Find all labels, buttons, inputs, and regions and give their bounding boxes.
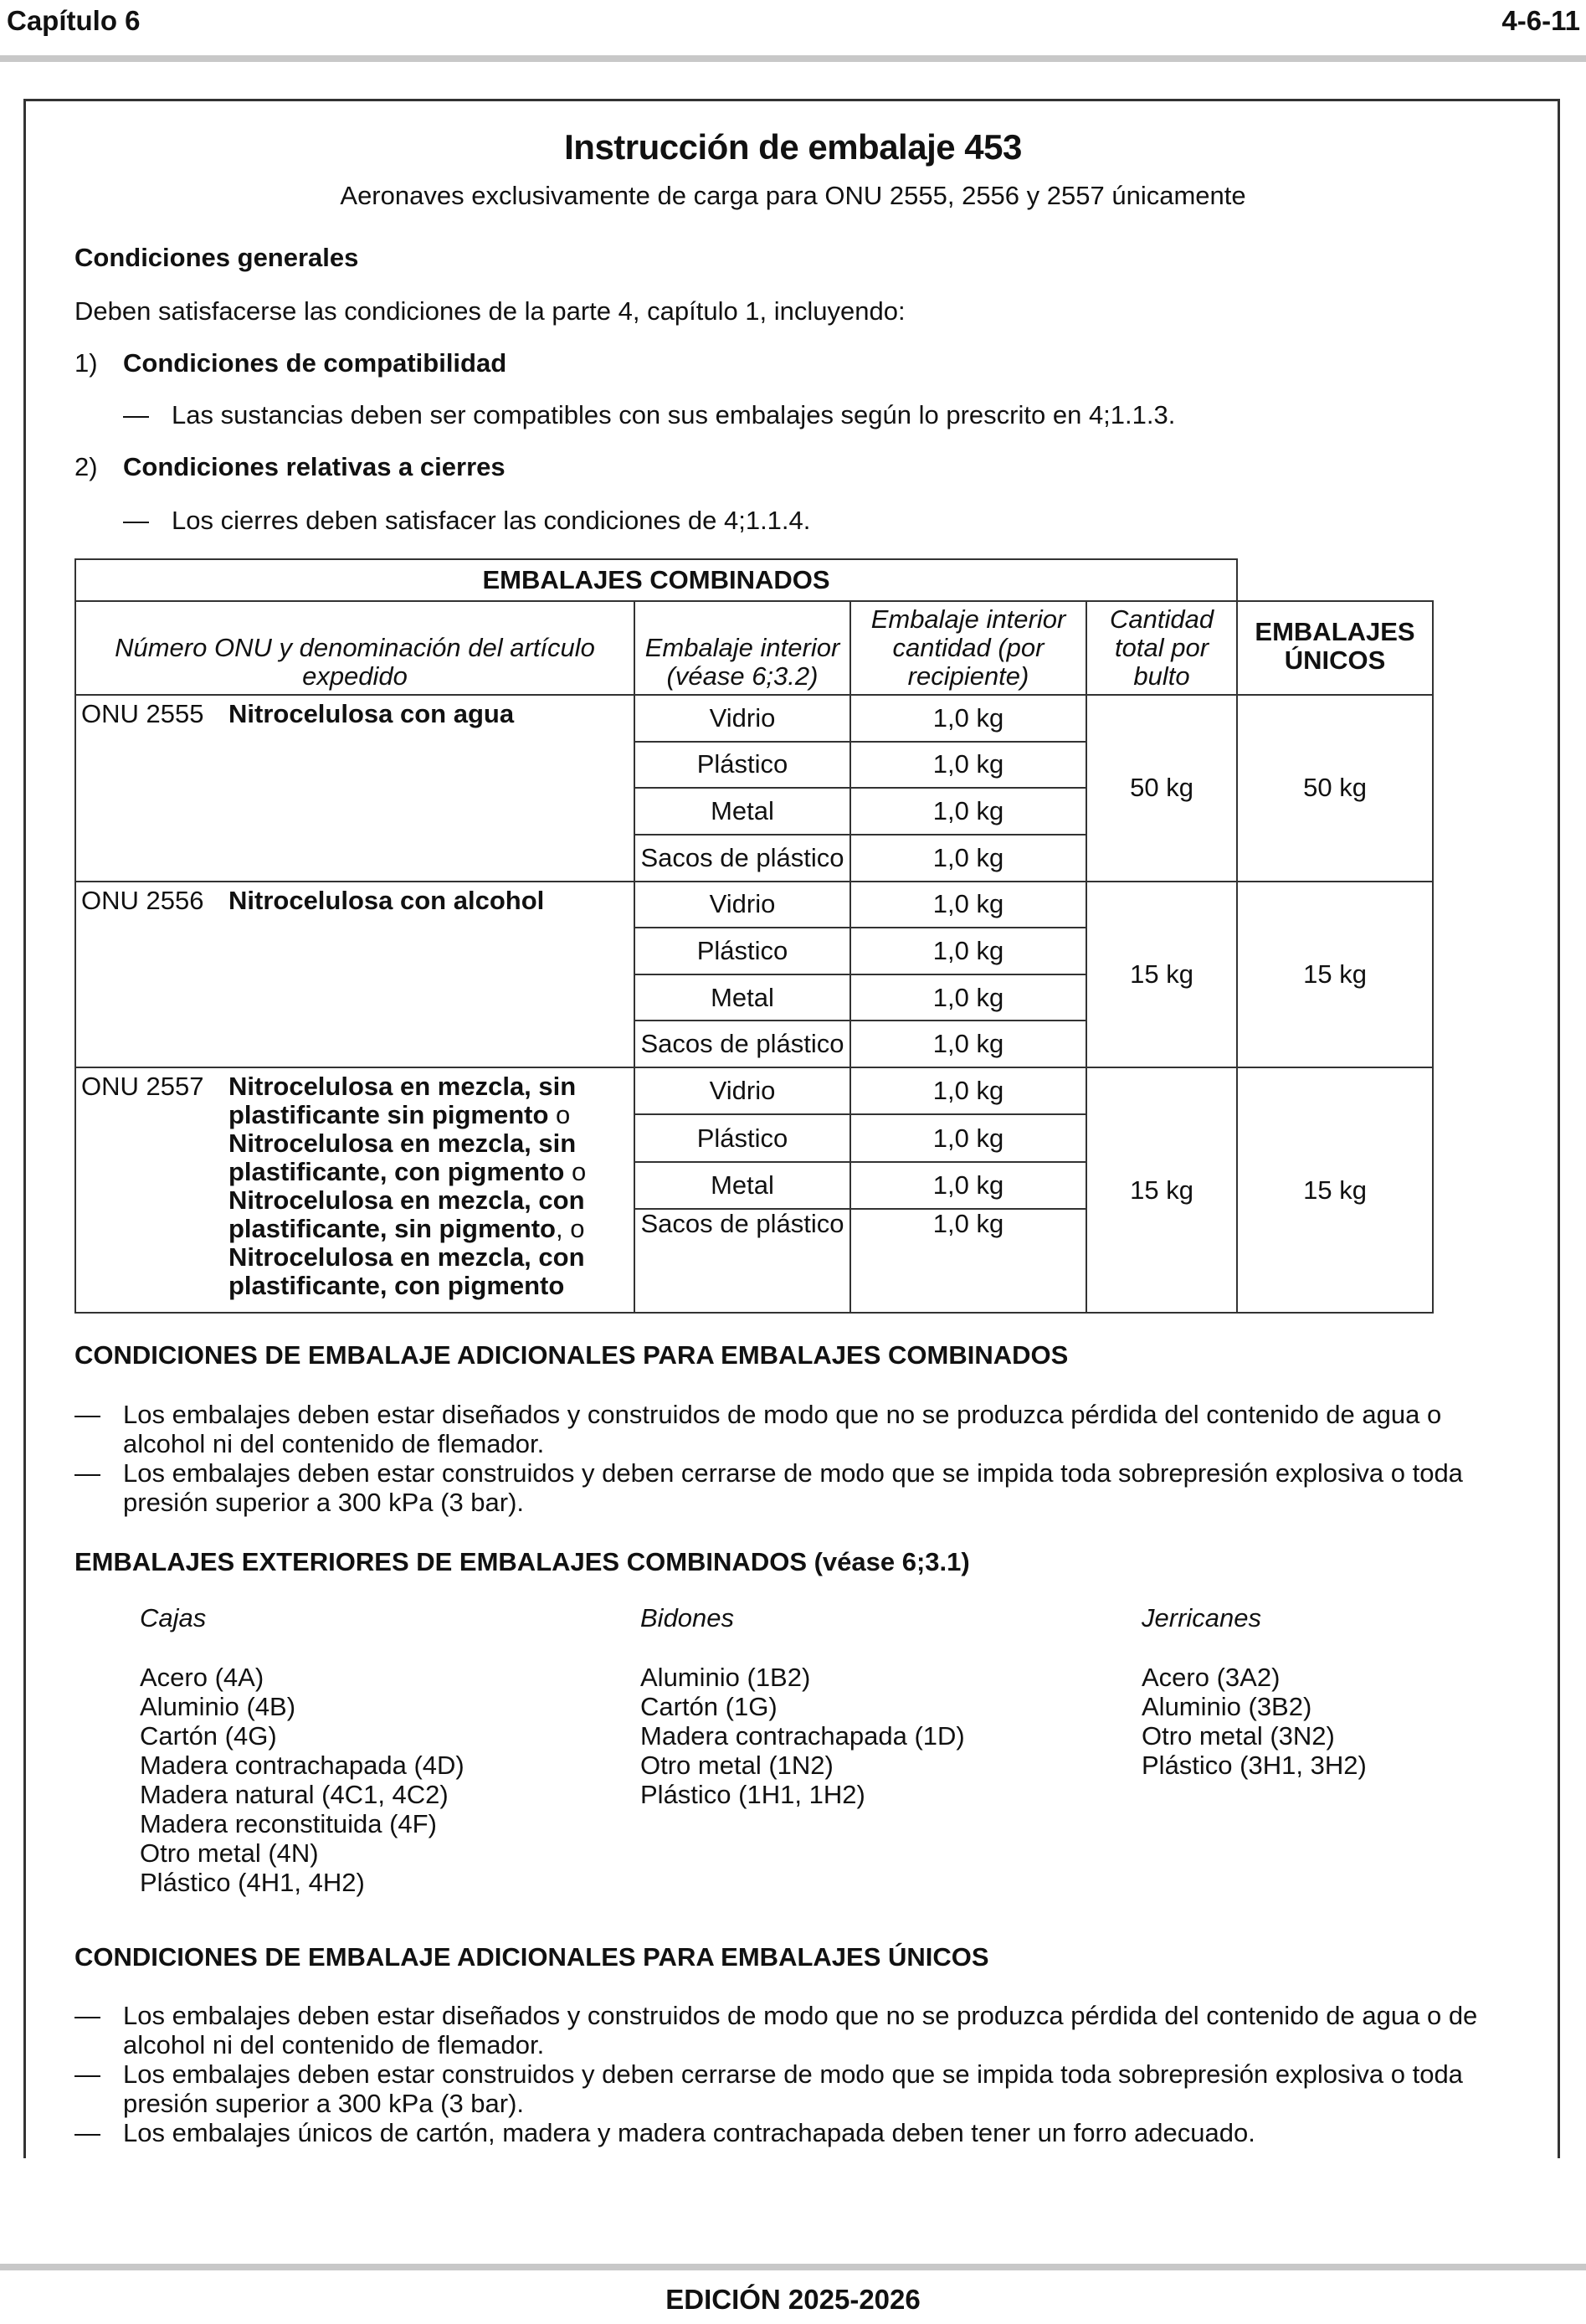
- single-packaging-cell: 15 kg: [1237, 1067, 1433, 1313]
- general-conditions-intro: Deben satisfacerse las condiciones de la parte 4, capítulo 1, incluyendo:: [74, 296, 906, 326]
- list-item: Acero (3A2): [1142, 1663, 1281, 1692]
- list-item: Plástico (1H1, 1H2): [640, 1780, 865, 1809]
- inner-packaging-cell: Metal: [634, 788, 850, 835]
- inner-quantity-cell: 1,0 kg: [850, 974, 1086, 1021]
- condition-2: [74, 452, 506, 482]
- list-item: [74, 2118, 1514, 2147]
- chapter-label: Capítulo 6: [7, 5, 141, 36]
- inner-quantity-cell: 1,0 kg: [850, 695, 1086, 742]
- page-header: [0, 0, 1586, 62]
- general-conditions-heading: Condiciones generales: [74, 243, 359, 272]
- list-item-text: Los embalajes deben estar diseñados y construidos de modo que no se produzca pérdida del contenido de agua o de alcohol ni del contenido de flemador.: [123, 2001, 1478, 2059]
- footer-rule: [0, 2264, 1586, 2270]
- list-item: Cartón (4G): [140, 1721, 277, 1751]
- condition-1-number: 1): [74, 348, 98, 378]
- name-part: Nitrocelulosa en mezcla, con plastificante, con pigmento: [228, 1242, 585, 1300]
- single-conditions-list: [74, 2001, 1514, 2147]
- list-item: Plástico (4H1, 4H2): [140, 1868, 365, 1897]
- inner-quantity-cell: 1,0 kg: [850, 1021, 1086, 1067]
- list-item: [74, 2001, 1514, 2059]
- col-inner-quantity: Embalaje interior cantidad (por recipiente): [850, 601, 1086, 695]
- outer-packaging-column: [1142, 1603, 1367, 1780]
- dash-marker: —: [74, 1458, 100, 1488]
- inner-quantity-cell: 1,0 kg: [850, 835, 1086, 882]
- list-item: Aluminio (3B2): [1142, 1692, 1312, 1721]
- un-entry-cell: [75, 1067, 634, 1313]
- column-title: Bidones: [640, 1603, 735, 1632]
- list-item: Aluminio (1B2): [640, 1663, 811, 1692]
- list-item-text: Los embalajes únicos de cartón, madera y madera contrachapada deben tener un forro adecuado.: [123, 2118, 1255, 2147]
- instruction-subtitle: Aeronaves exclusivamente de carga para ONU 2555, 2556 y 2557 únicamente: [340, 181, 1246, 210]
- inner-packaging-cell: Sacos de plástico: [634, 1021, 850, 1067]
- total-quantity-cell: 15 kg: [1086, 882, 1237, 1068]
- single-packaging-cell: 15 kg: [1237, 882, 1433, 1068]
- inner-packaging-cell: Vidrio: [634, 1067, 850, 1114]
- dash-marker: —: [74, 1400, 100, 1429]
- column-title: Cajas: [140, 1603, 207, 1632]
- name-part: Nitrocelulosa en mezcla, sin plastificante, con pigmento: [228, 1129, 577, 1186]
- outer-packaging-column: [140, 1603, 465, 1897]
- col-inner-packaging: Embalaje interior (véase 6;3.2): [634, 601, 850, 695]
- list-item: Acero (4A): [140, 1663, 264, 1692]
- outer-packagings-heading: EMBALAJES EXTERIORES DE EMBALAJES COMBINADOS (véase 6;3.1): [74, 1547, 970, 1576]
- inner-quantity-cell: 1,0 kg: [850, 1162, 1086, 1209]
- list-item: Madera contrachapada (4D): [140, 1751, 465, 1780]
- un-number: ONU 2556: [81, 885, 204, 915]
- dash-marker: —: [123, 506, 149, 535]
- inner-packaging-cell: Sacos de plástico: [634, 1209, 850, 1313]
- list-item: Madera contrachapada (1D): [640, 1721, 965, 1751]
- condition-2-text: [123, 506, 810, 536]
- list-item: [74, 1458, 1514, 1517]
- combined-conditions-list: [74, 1400, 1514, 1517]
- table-row: [75, 882, 1433, 928]
- condition-1: [74, 348, 506, 378]
- single-packaging-cell: 50 kg: [1237, 695, 1433, 882]
- name-connector: o: [564, 1157, 587, 1186]
- name-connector: o: [548, 1100, 571, 1129]
- condition-2-body: Los cierres deben satisfacer las condiciones de 4;1.1.4.: [172, 506, 811, 535]
- combined-packagings-heading: EMBALAJES COMBINADOS: [75, 559, 1237, 601]
- packaging-table: [74, 558, 1434, 1314]
- proper-shipping-name: [228, 1072, 613, 1300]
- proper-shipping-name: [228, 887, 613, 915]
- un-entry-cell: [75, 882, 634, 1068]
- list-item: Madera natural (4C1, 4C2): [140, 1780, 449, 1809]
- list-item: Plástico (3H1, 3H2): [1142, 1751, 1367, 1780]
- total-quantity-cell: 50 kg: [1086, 695, 1237, 882]
- condition-2-number: 2): [74, 452, 98, 481]
- name-part: Nitrocelulosa en mezcla, con plastificante, sin pigmento: [228, 1185, 585, 1243]
- edition-footer: EDICIÓN 2025-2026: [665, 2284, 921, 2315]
- dash-marker: —: [74, 2059, 100, 2089]
- col-total-quantity: Cantidad total por bulto: [1086, 601, 1237, 695]
- inner-quantity-cell: 1,0 kg: [850, 928, 1086, 974]
- inner-packaging-cell: Sacos de plástico: [634, 835, 850, 882]
- dash-marker: —: [74, 2001, 100, 2030]
- name-part: Nitrocelulosa en mezcla, sin plastificante sin pigmento: [228, 1072, 577, 1129]
- combined-conditions-heading: CONDICIONES DE EMBALAJE ADICIONALES PARA EMBALAJES COMBINADOS: [74, 1340, 1069, 1370]
- inner-quantity-cell: 1,0 kg: [850, 1067, 1086, 1114]
- inner-packaging-cell: Vidrio: [634, 695, 850, 742]
- outer-packaging-column: [640, 1603, 965, 1809]
- condition-1-body: Las sustancias deben ser compatibles con sus embalajes según lo prescrito en 4;1.1.3.: [172, 400, 1176, 429]
- inner-quantity-cell: 1,0 kg: [850, 788, 1086, 835]
- table-row: [75, 1067, 1433, 1114]
- list-item-text: Los embalajes deben estar construidos y deben cerrarse de modo que se impida toda sobrepresión explosiva o toda presión superior a 300 kPa (3 bar).: [123, 2059, 1463, 2118]
- single-conditions-heading: CONDICIONES DE EMBALAJE ADICIONALES PARA EMBALAJES ÚNICOS: [74, 1942, 989, 1972]
- list-item: Otro metal (3N2): [1142, 1721, 1335, 1751]
- list-item: Madera reconstituida (4F): [140, 1809, 437, 1838]
- table-row: [75, 695, 1433, 742]
- dash-marker: —: [123, 400, 149, 429]
- column-title: Jerricanes: [1142, 1603, 1261, 1632]
- list-item: Otro metal (1N2): [640, 1751, 834, 1780]
- inner-packaging-cell: Plástico: [634, 742, 850, 789]
- proper-shipping-name: [228, 700, 613, 728]
- inner-quantity-cell: 1,0 kg: [850, 1209, 1086, 1313]
- col-single-packagings: EMBALAJES ÚNICOS: [1237, 601, 1433, 695]
- inner-packaging-cell: Metal: [634, 1162, 850, 1209]
- col-un-name: Número ONU y denominación del artículo expedido: [75, 601, 634, 695]
- condition-1-title: Condiciones de compatibilidad: [123, 348, 507, 378]
- list-item: [74, 2059, 1514, 2118]
- inner-quantity-cell: 1,0 kg: [850, 742, 1086, 789]
- un-number: ONU 2555: [81, 699, 204, 728]
- single-header-spacer: [1237, 559, 1433, 601]
- name-part: Nitrocelulosa con alcohol: [228, 885, 545, 915]
- inner-packaging-cell: Plástico: [634, 1114, 850, 1161]
- un-number: ONU 2557: [81, 1072, 204, 1101]
- list-item: [74, 1400, 1514, 1458]
- list-item-text: Los embalajes deben estar construidos y deben cerrarse de modo que se impida toda sobrepresión explosiva o toda presión superior a 300 kPa (3 bar).: [123, 1458, 1463, 1517]
- inner-packaging-cell: Plástico: [634, 928, 850, 974]
- dash-marker: —: [74, 2118, 100, 2147]
- un-entry-cell: [75, 695, 634, 882]
- instruction-title: Instrucción de embalaje 453: [564, 127, 1022, 167]
- inner-quantity-cell: 1,0 kg: [850, 1114, 1086, 1161]
- name-connector: , o: [556, 1214, 585, 1243]
- list-item: Aluminio (4B): [140, 1692, 296, 1721]
- inner-packaging-cell: Vidrio: [634, 882, 850, 928]
- list-item: Otro metal (4N): [140, 1838, 319, 1868]
- condition-1-text: [123, 400, 1175, 430]
- inner-packaging-cell: Metal: [634, 974, 850, 1021]
- name-part: Nitrocelulosa con agua: [228, 699, 515, 728]
- total-quantity-cell: 15 kg: [1086, 1067, 1237, 1313]
- list-item-text: Los embalajes deben estar diseñados y construidos de modo que no se produzca pérdida del contenido de agua o alcohol ni del contenido de flemador.: [123, 1400, 1442, 1458]
- condition-2-title: Condiciones relativas a cierres: [123, 452, 506, 481]
- list-item: Cartón (1G): [640, 1692, 778, 1721]
- inner-quantity-cell: 1,0 kg: [850, 882, 1086, 928]
- page-number: 4-6-11: [1501, 5, 1580, 36]
